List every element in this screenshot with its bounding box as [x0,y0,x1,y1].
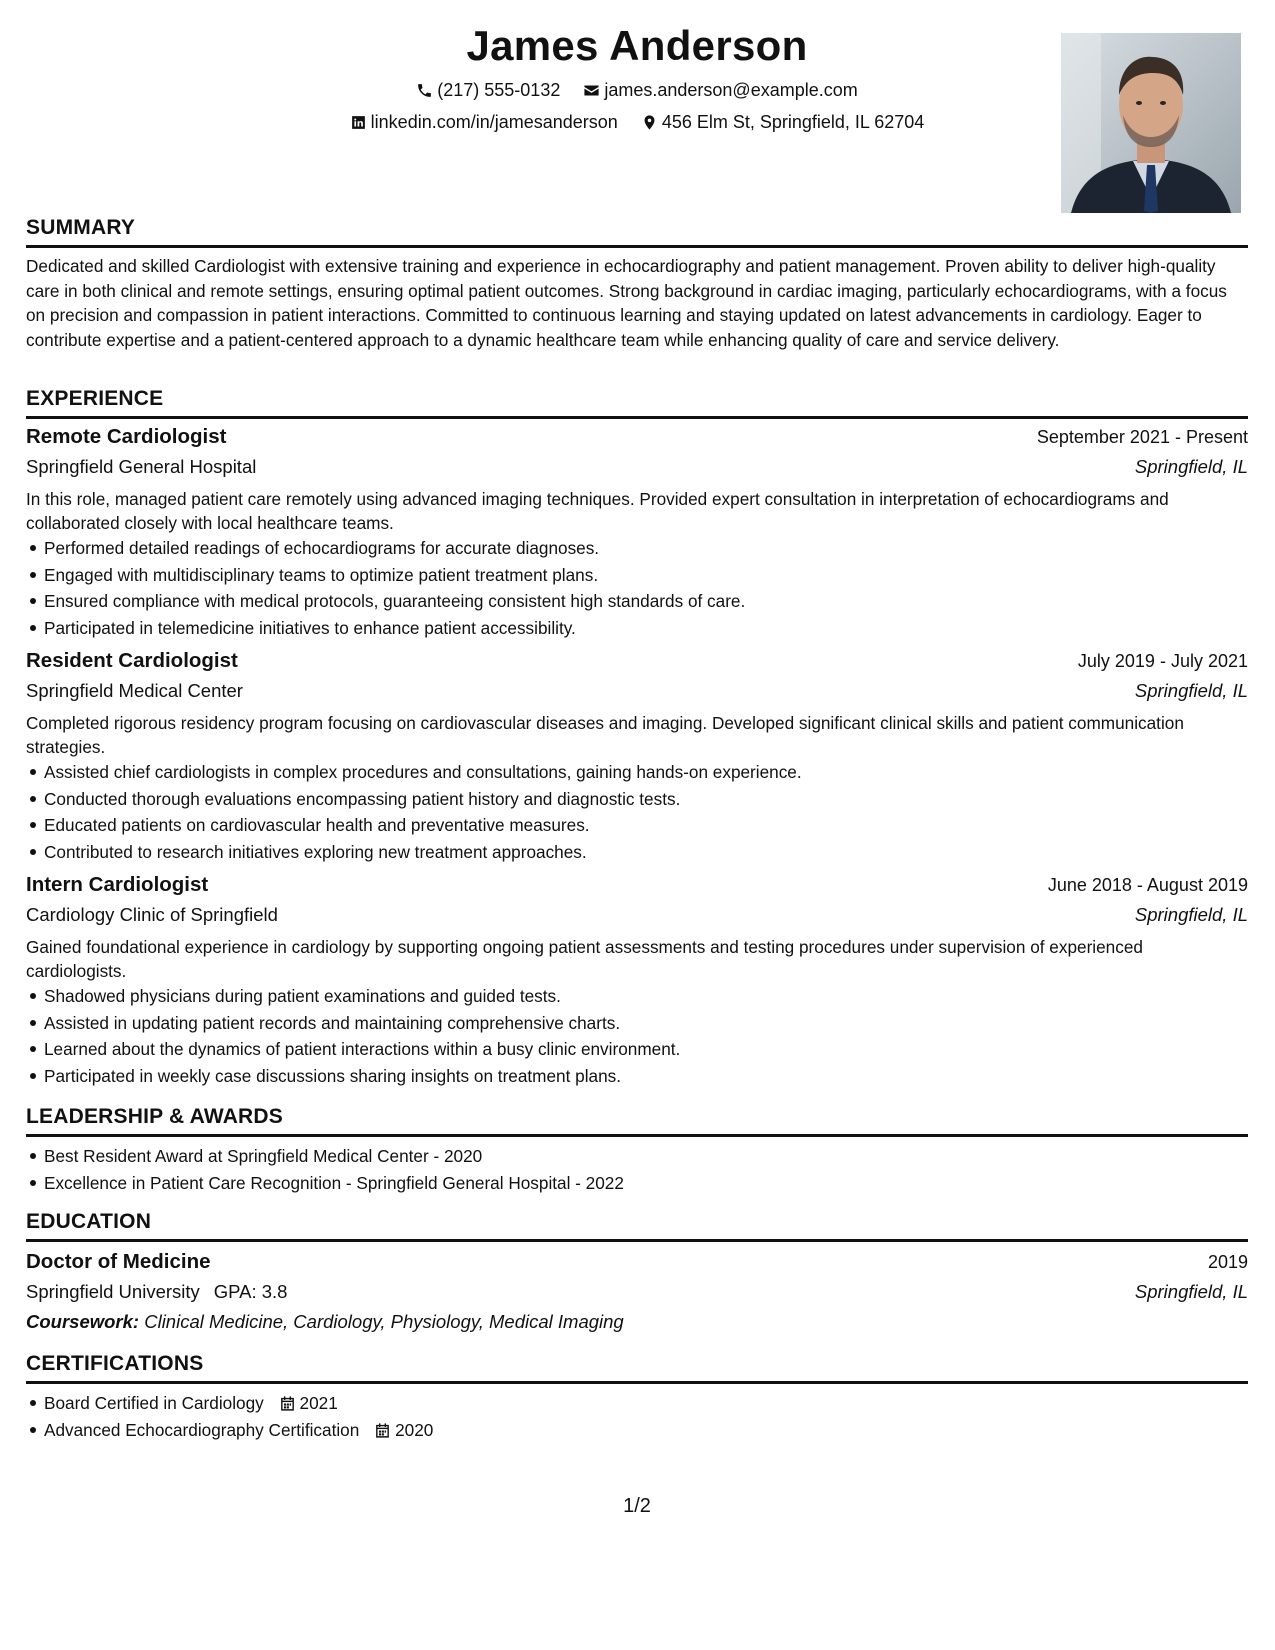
email-contact[interactable] [583,80,857,101]
school-line [26,1281,287,1303]
education-heading: EDUCATION [26,1210,1248,1242]
gpa: GPA: 3.8 [213,1281,288,1302]
map-pin-icon [641,114,658,131]
summary-heading: SUMMARY [26,216,1248,248]
job-description: In this role, managed patient care remotely using advanced imaging techniques. Provided expert consultation in interpretation of echocardiograms and collaborated closely with local healthcare teams. [26,489,1169,533]
candidate-name: James Anderson [466,22,808,69]
job-bullets [26,759,1248,865]
job-dates: June 2018 - August 2019 [1047,875,1248,895]
calendar-icon [279,1395,296,1412]
page-number: 1/2 [623,1495,651,1517]
list-item: Assisted in updating patient records and maintaining comprehensive charts. [44,1010,1248,1037]
linkedin-icon [350,114,367,131]
job-title: Remote Cardiologist [26,425,227,448]
list-item [44,1390,1248,1417]
list-item: Best Resident Award at Springfield Medical Center - 2020 [44,1143,1248,1170]
linkedin-contact[interactable] [350,112,618,133]
list-item [44,1417,1248,1444]
linkedin-text: linkedin.com/in/jamesanderson [370,112,618,132]
job-description: Gained foundational experience in cardiology by supporting ongoing patient assessments and testing procedures under supervision of experienced cardiologists. [26,937,1143,981]
address-text: 456 Elm St, Springfield, IL 62704 [661,112,925,132]
coursework-line [26,1311,1248,1333]
envelope-icon [583,82,600,99]
certification-year: 2021 [299,1393,338,1413]
school-name: Springfield University [26,1281,200,1302]
job-entry [26,425,1248,641]
leadership-section [26,1105,1248,1196]
phone-text: (217) 555-0132 [437,80,561,100]
resume-header [26,0,1248,220]
graduation-year: 2019 [1207,1252,1248,1272]
experience-section [26,387,1248,1089]
list-item: Contributed to research initiatives exploring new treatment approaches. [44,839,1248,866]
coursework-list: Clinical Medicine, Cardiology, Physiology, Medical Imaging [144,1311,624,1332]
certifications-list [26,1390,1248,1443]
list-item: Learned about the dynamics of patient interactions within a busy clinic environment. [44,1036,1248,1063]
address-contact [641,112,925,133]
school-location: Springfield, IL [1134,1281,1248,1302]
list-item: Excellence in Patient Care Recognition - Springfield General Hospital - 2022 [44,1170,1248,1197]
summary-section [26,216,1248,352]
list-item: Engaged with multidisciplinary teams to optimize patient treatment plans. [44,562,1248,589]
education-section [26,1210,1248,1333]
list-item: Educated patients on cardiovascular health and preventative measures. [44,812,1248,839]
certification-year: 2020 [395,1419,434,1440]
list-item: Assisted chief cardiologists in complex procedures and consultations, gaining hands-on experience. [44,759,1248,786]
job-description: Completed rigorous residency program focusing on cardiovascular diseases and imaging. Developed significant clinical skills and patient communication strategies. [26,713,1184,757]
certification-name: Advanced Echocardiography Certification [44,1419,360,1440]
job-organization: Springfield General Hospital [26,456,257,477]
list-item: Participated in weekly case discussions sharing insights on treatment plans. [44,1063,1248,1090]
job-bullets [26,983,1248,1089]
calendar-icon [374,1422,391,1439]
awards-list [26,1143,1248,1196]
job-bullets [26,535,1248,641]
job-location: Springfield, IL [1134,904,1248,925]
certifications-heading: CERTIFICATIONS [26,1352,1248,1384]
job-dates: September 2021 - Present [1036,427,1248,447]
phone-icon [416,82,433,99]
list-item: Shadowed physicians during patient examinations and guided tests. [44,983,1248,1010]
phone-contact[interactable] [416,80,560,101]
job-dates: July 2019 - July 2021 [1077,651,1248,671]
leadership-heading: LEADERSHIP & AWARDS [26,1105,1248,1137]
list-item: Participated in telemedicine initiatives to enhance patient accessibility. [44,615,1248,642]
job-title: Resident Cardiologist [26,649,238,672]
job-entry [26,649,1248,865]
certification-name: Board Certified in Cardiology [44,1393,264,1413]
job-organization: Cardiology Clinic of Springfield [26,904,278,925]
coursework-label: Coursework: [26,1311,140,1332]
degree-title: Doctor of Medicine [26,1250,211,1273]
experience-heading: EXPERIENCE [26,387,1248,419]
list-item: Performed detailed readings of echocardiograms for accurate diagnoses. [44,535,1248,562]
job-title: Intern Cardiologist [26,873,209,896]
summary-text: Dedicated and skilled Cardiologist with extensive training and experience in echocardiography and patient management. Proven ability to deliver high-quality care in both clinical and remote settings, ensuring optimal patient outcomes. Strong background in cardiac imaging, particularly echocardiograms, with a focus on precision and compassion in patient interactions. Committed to continuous learning and staying updated on latest advancements in cardiology. Eager to contribute expertise and a patient-centered approach to a dynamic healthcare team while enhancing quality of care and service delivery. [26,256,1227,350]
email-text: james.anderson@example.com [604,80,858,100]
certifications-section [26,1352,1248,1443]
job-location: Springfield, IL [1134,680,1248,701]
profile-photo [1061,33,1241,213]
job-entry [26,873,1248,1089]
job-location: Springfield, IL [1134,456,1248,477]
resume-page [26,0,1248,1650]
list-item: Conducted thorough evaluations encompassing patient history and diagnostic tests. [44,786,1248,813]
job-organization: Springfield Medical Center [26,680,243,701]
list-item: Ensured compliance with medical protocols, guaranteeing consistent high standards of care. [44,588,1248,615]
